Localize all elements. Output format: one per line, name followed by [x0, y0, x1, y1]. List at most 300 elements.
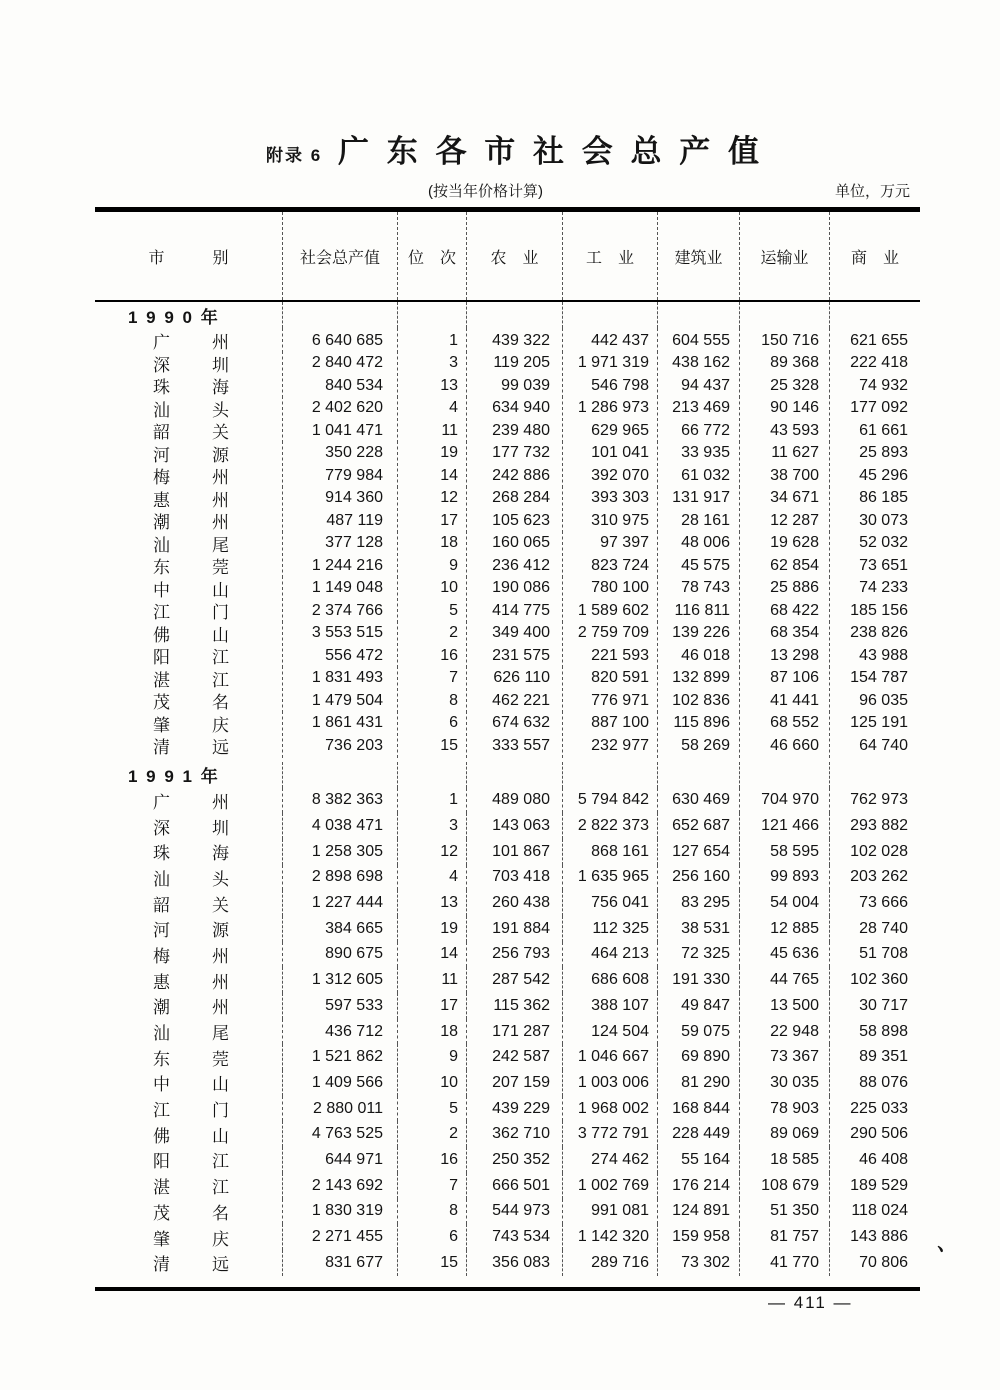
cell-city [95, 1121, 283, 1147]
table-row [95, 839, 920, 865]
cell-industry: 289 716 [563, 1250, 658, 1276]
cell-agriculture: 231 575 [467, 643, 563, 668]
city-name: 潮州 [153, 513, 229, 532]
column-header-total: 社会总产值 [283, 212, 398, 300]
cell-transport: 25 886 [740, 576, 830, 601]
empty-cell [283, 302, 398, 328]
cell-transport: 45 636 [740, 942, 830, 968]
statistics-table [95, 207, 920, 1291]
cell-industry: 1 971 319 [563, 351, 658, 376]
cell-city [95, 711, 283, 736]
cell-commerce: 621 655 [850, 331, 908, 349]
cell-industry: 5 794 842 [563, 788, 658, 814]
cell-agriculture: 674 632 [467, 711, 563, 736]
city-name: 清远 [153, 738, 229, 757]
cell-total: 2 143 692 [283, 1173, 398, 1199]
cell-industry: 112 325 [563, 916, 658, 942]
cell-commerce: 185 156 [850, 601, 908, 619]
cell-city [95, 813, 283, 839]
cell-agriculture: 171 287 [467, 1019, 563, 1045]
city-name: 韶关 [153, 423, 229, 442]
stray-ink-mark: 、 [936, 1232, 960, 1258]
table-header-row [95, 212, 920, 302]
cell-agriculture: 160 065 [467, 531, 563, 556]
cell-commerce: 290 506 [850, 1125, 908, 1143]
cell-total: 914 360 [283, 486, 398, 511]
table-row [95, 1224, 920, 1250]
cell-agriculture: 115 362 [467, 993, 563, 1019]
cell-construction: 115 896 [658, 711, 740, 736]
cell-transport: 99 893 [740, 865, 830, 891]
cell-agriculture: 239 480 [467, 418, 563, 443]
city-name: 中山 [153, 580, 229, 600]
cell-commerce: 52 032 [859, 534, 908, 551]
cell-industry: 1 142 320 [563, 1224, 658, 1250]
cell-transport: 704 970 [740, 788, 830, 814]
table-row [95, 813, 920, 839]
cell-construction: 38 531 [658, 916, 740, 942]
cell-commerce: 25 893 [859, 444, 908, 461]
cell-city [95, 688, 283, 713]
cell-agriculture: 626 110 [467, 666, 563, 691]
cell-commerce: 43 988 [859, 646, 908, 664]
cell-total: 8 382 363 [283, 788, 398, 814]
cell-industry: 124 504 [563, 1019, 658, 1045]
cell-commerce: 70 806 [859, 1253, 908, 1271]
cell-construction: 33 935 [658, 441, 740, 466]
table-row [95, 1019, 920, 1045]
year-row [95, 762, 920, 788]
cell-industry: 820 591 [563, 666, 658, 691]
cell-rank: 2 [398, 621, 467, 646]
cell-city [95, 463, 283, 488]
cell-construction: 28 161 [658, 508, 740, 533]
city-name: 潮州 [153, 998, 229, 1018]
cell-city [95, 1173, 283, 1199]
cell-commerce: 96 035 [859, 691, 908, 709]
cell-rank: 5 [398, 598, 467, 623]
cell-transport: 54 004 [740, 890, 830, 916]
cell-city [95, 1250, 283, 1276]
cell-construction: 61 032 [658, 463, 740, 488]
cell-city [95, 1070, 283, 1096]
empty-cell [467, 762, 563, 788]
cell-transport: 12 885 [740, 916, 830, 942]
cell-city [95, 351, 283, 376]
table-row [95, 531, 920, 554]
city-name: 佛山 [153, 1126, 229, 1146]
table-row [95, 351, 920, 374]
cell-construction: 66 772 [658, 418, 740, 443]
cell-city [95, 598, 283, 623]
cell-rank: 7 [398, 1173, 467, 1199]
cell-city [95, 1096, 283, 1122]
cell-industry: 393 303 [563, 486, 658, 511]
cell-agriculture: 356 083 [467, 1250, 563, 1276]
cell-commerce: 58 898 [859, 1022, 908, 1040]
table-row [95, 865, 920, 891]
empty-cell [830, 762, 920, 788]
cell-transport: 108 679 [740, 1173, 830, 1199]
cell-total: 840 534 [283, 373, 398, 398]
cell-construction: 46 018 [658, 643, 740, 668]
cell-transport: 89 368 [740, 351, 830, 376]
cell-city [95, 839, 283, 865]
cell-construction: 630 469 [658, 788, 740, 814]
cell-agriculture: 99 039 [467, 373, 563, 398]
cell-rank: 9 [398, 1044, 467, 1070]
empty-cell [283, 762, 398, 788]
cell-construction: 132 899 [658, 666, 740, 691]
cell-agriculture: 250 352 [467, 1147, 563, 1173]
cell-agriculture: 414 775 [467, 598, 563, 623]
cell-construction: 78 743 [658, 576, 740, 601]
cell-construction: 256 160 [658, 865, 740, 891]
city-name: 江门 [153, 603, 229, 622]
cell-city [95, 1224, 283, 1250]
cell-construction: 48 006 [658, 531, 740, 556]
table-row [95, 1147, 920, 1173]
cell-industry: 442 437 [563, 328, 658, 353]
empty-cell [398, 302, 467, 328]
cell-construction: 191 330 [658, 967, 740, 993]
cell-commerce: 89 351 [859, 1048, 908, 1066]
table-row [95, 328, 920, 351]
cell-total: 2 880 011 [283, 1096, 398, 1122]
table-row [95, 396, 920, 419]
cell-transport: 43 593 [740, 418, 830, 443]
cell-rank: 2 [398, 1121, 467, 1147]
cell-city [95, 418, 283, 443]
column-header-commerce: 商 业 [850, 249, 899, 267]
table-row [95, 576, 920, 599]
cell-city [95, 576, 283, 601]
cell-construction: 58 269 [658, 733, 740, 758]
cell-rank: 3 [398, 351, 467, 376]
cell-industry: 780 100 [563, 576, 658, 601]
cell-rank: 12 [398, 486, 467, 511]
cell-commerce: 86 185 [859, 489, 908, 506]
cell-rank: 18 [398, 531, 467, 556]
table-row [95, 967, 920, 993]
table-row [95, 788, 920, 814]
cell-industry: 388 107 [563, 993, 658, 1019]
cell-rank: 13 [398, 890, 467, 916]
city-name: 广州 [153, 792, 229, 812]
cell-commerce: 88 076 [859, 1073, 908, 1091]
cell-transport: 73 367 [740, 1044, 830, 1070]
cell-transport: 41 441 [740, 688, 830, 713]
cell-total: 779 984 [283, 463, 398, 488]
cell-commerce: 102 028 [850, 842, 908, 860]
page-number: — 411 — [768, 1293, 853, 1312]
table-row [95, 486, 920, 509]
year-row [95, 302, 920, 328]
cell-agriculture: 666 501 [467, 1173, 563, 1199]
table-row [95, 1121, 920, 1147]
cell-construction: 49 847 [658, 993, 740, 1019]
empty-cell [830, 302, 920, 328]
cell-rank: 8 [398, 688, 467, 713]
cell-total: 1 861 431 [283, 711, 398, 736]
cell-construction: 69 890 [658, 1044, 740, 1070]
cell-total: 556 472 [283, 643, 398, 668]
table-body [95, 302, 920, 1287]
cell-rank: 19 [398, 441, 467, 466]
cell-rank: 3 [398, 813, 467, 839]
cell-commerce: 102 360 [850, 971, 908, 989]
city-name: 阳江 [153, 648, 229, 667]
cell-construction: 102 836 [658, 688, 740, 713]
cell-commerce: 125 191 [850, 714, 908, 731]
table-row [95, 1070, 920, 1096]
cell-rank: 17 [398, 508, 467, 533]
cell-industry: 686 608 [563, 967, 658, 993]
city-name: 韶关 [153, 895, 229, 915]
column-header-city: 市 别 [95, 212, 283, 300]
cell-transport: 30 035 [740, 1070, 830, 1096]
cell-construction: 213 469 [658, 396, 740, 421]
cell-agriculture: 242 886 [467, 463, 563, 488]
city-name: 广州 [153, 333, 229, 352]
cell-total: 436 712 [283, 1019, 398, 1045]
price-basis-note: (按当年价格计算) [428, 183, 543, 200]
cell-total: 487 119 [283, 508, 398, 533]
cell-construction: 159 958 [658, 1224, 740, 1250]
cell-industry: 823 724 [563, 553, 658, 578]
cell-rank: 6 [398, 711, 467, 736]
empty-cell [563, 302, 658, 328]
cell-agriculture: 703 418 [467, 865, 563, 891]
cell-transport: 34 671 [740, 486, 830, 511]
cell-construction: 81 290 [658, 1070, 740, 1096]
cell-rank: 16 [398, 643, 467, 668]
cell-transport: 150 716 [740, 328, 830, 353]
cell-city [95, 373, 283, 398]
city-name: 汕头 [153, 400, 229, 420]
city-name: 惠州 [153, 490, 229, 510]
city-name: 湛江 [153, 1178, 229, 1198]
cell-industry: 221 593 [563, 643, 658, 668]
cell-industry: 1 286 973 [563, 396, 658, 421]
cell-rank: 12 [398, 839, 467, 865]
cell-industry: 1 635 965 [563, 865, 658, 891]
cell-transport: 18 585 [740, 1147, 830, 1173]
cell-total: 1 830 319 [283, 1199, 398, 1225]
cell-transport: 11 627 [740, 441, 830, 466]
column-header-rank: 位 次 [398, 212, 467, 300]
cell-city [95, 916, 283, 942]
cell-agriculture: 101 867 [467, 839, 563, 865]
table-row [95, 916, 920, 942]
cell-rank: 11 [398, 418, 467, 443]
empty-cell [563, 762, 658, 788]
city-name: 深圳 [153, 355, 229, 375]
cell-agriculture: 105 623 [467, 508, 563, 533]
cell-transport: 68 354 [740, 621, 830, 646]
cell-commerce: 118 024 [851, 1202, 908, 1220]
cell-total: 1 149 048 [283, 576, 398, 601]
cell-construction: 116 811 [658, 598, 740, 623]
city-name: 江门 [153, 1101, 229, 1121]
cell-city [95, 865, 283, 891]
empty-cell [658, 302, 740, 328]
cell-city [95, 788, 283, 814]
cell-rank: 5 [398, 1096, 467, 1122]
cell-transport: 68 552 [740, 711, 830, 736]
cell-construction: 59 075 [658, 1019, 740, 1045]
cell-city [95, 531, 283, 556]
cell-commerce: 74 932 [859, 376, 908, 394]
cell-agriculture: 287 542 [467, 967, 563, 993]
cell-rank: 1 [398, 328, 467, 353]
cell-total: 1 244 216 [283, 553, 398, 578]
cell-rank: 13 [398, 373, 467, 398]
cell-total: 1 831 493 [283, 666, 398, 691]
table-row [95, 993, 920, 1019]
city-name: 佛山 [153, 625, 229, 645]
table-row [95, 598, 920, 621]
cell-total: 890 675 [283, 942, 398, 968]
table-row [95, 1250, 920, 1276]
cell-agriculture: 439 229 [467, 1096, 563, 1122]
cell-rank: 16 [398, 1147, 467, 1173]
cell-city [95, 1147, 283, 1173]
cell-construction: 176 214 [658, 1173, 740, 1199]
table-row [95, 1173, 920, 1199]
cell-commerce: 30 717 [859, 996, 908, 1014]
cell-industry: 2 822 373 [563, 813, 658, 839]
city-name: 河源 [153, 921, 229, 941]
cell-transport: 90 146 [740, 396, 830, 421]
cell-industry: 1 968 002 [563, 1096, 658, 1122]
cell-industry: 3 772 791 [563, 1121, 658, 1147]
empty-cell [740, 302, 830, 328]
cell-city [95, 1019, 283, 1045]
cell-total: 2 374 766 [283, 598, 398, 623]
cell-industry: 101 041 [563, 441, 658, 466]
city-name: 汕尾 [153, 1024, 229, 1044]
table-row [95, 508, 920, 531]
city-name: 珠海 [153, 378, 229, 397]
cell-commerce: 177 092 [850, 399, 908, 416]
cell-transport: 68 422 [740, 598, 830, 623]
cell-total: 377 128 [283, 531, 398, 556]
cell-agriculture: 242 587 [467, 1044, 563, 1070]
cell-transport: 19 628 [740, 531, 830, 556]
cell-total: 831 677 [283, 1250, 398, 1276]
cell-rank: 7 [398, 666, 467, 691]
cell-city [95, 553, 283, 578]
column-header-construction: 建筑业 [658, 212, 740, 300]
table-row [95, 733, 920, 756]
cell-rank: 15 [398, 1250, 467, 1276]
cell-commerce: 143 886 [850, 1228, 908, 1246]
cell-agriculture: 260 438 [467, 890, 563, 916]
cell-rank: 9 [398, 553, 467, 578]
cell-rank: 8 [398, 1199, 467, 1225]
cell-commerce: 73 666 [859, 894, 908, 912]
cell-total: 384 665 [283, 916, 398, 942]
page-title: 广 东 各 市 社 会 总 产 值 [338, 134, 764, 169]
cell-industry: 776 971 [563, 688, 658, 713]
cell-transport: 38 700 [740, 463, 830, 488]
cell-transport: 41 770 [740, 1250, 830, 1276]
cell-agriculture: 143 063 [467, 813, 563, 839]
cell-rank: 10 [398, 1070, 467, 1096]
cell-industry: 392 070 [563, 463, 658, 488]
city-name: 梅州 [153, 946, 229, 966]
city-name: 深圳 [153, 818, 229, 838]
cell-agriculture: 349 400 [467, 621, 563, 646]
cell-transport: 13 500 [740, 993, 830, 1019]
table-row [95, 1096, 920, 1122]
cell-commerce: 61 661 [859, 421, 908, 439]
cell-rank: 4 [398, 865, 467, 891]
cell-transport: 58 595 [740, 839, 830, 865]
table-row [95, 1044, 920, 1070]
cell-city [95, 942, 283, 968]
cell-commerce: 28 740 [859, 919, 908, 937]
cell-commerce: 46 408 [859, 1150, 908, 1168]
cell-city [95, 890, 283, 916]
cell-total: 644 971 [283, 1147, 398, 1173]
table-number-label: 附录 6 [266, 146, 323, 165]
city-name: 肇庆 [153, 1229, 229, 1249]
cell-construction: 131 917 [658, 486, 740, 511]
cell-construction: 55 164 [658, 1147, 740, 1173]
cell-construction: 438 162 [658, 351, 740, 376]
column-header-industry: 工 业 [563, 212, 658, 300]
cell-agriculture: 333 557 [467, 733, 563, 758]
cell-construction: 83 295 [658, 890, 740, 916]
cell-industry: 868 161 [563, 839, 658, 865]
cell-industry: 1 046 667 [563, 1044, 658, 1070]
cell-transport: 12 287 [740, 508, 830, 533]
cell-construction: 94 437 [658, 373, 740, 398]
cell-construction: 604 555 [658, 328, 740, 353]
cell-rank: 6 [398, 1224, 467, 1250]
cell-agriculture: 634 940 [467, 396, 563, 421]
cell-city [95, 621, 283, 646]
city-name: 东莞 [153, 1049, 229, 1069]
cell-city [95, 396, 283, 421]
cell-transport: 44 765 [740, 967, 830, 993]
cell-transport: 46 660 [740, 733, 830, 758]
city-name: 茂名 [153, 1203, 229, 1223]
table-row [95, 688, 920, 711]
city-name: 湛江 [153, 670, 229, 690]
table-row [95, 441, 920, 464]
cell-city [95, 328, 283, 353]
unit-note: 单位，万元 [834, 183, 910, 200]
table-row [95, 711, 920, 734]
cell-agriculture: 489 080 [467, 788, 563, 814]
cell-total: 1 521 862 [283, 1044, 398, 1070]
empty-cell [467, 302, 563, 328]
cell-industry: 991 081 [563, 1199, 658, 1225]
cell-agriculture: 439 322 [467, 328, 563, 353]
cell-city [95, 1044, 283, 1070]
empty-cell [398, 762, 467, 788]
city-name: 惠州 [153, 972, 229, 992]
cell-city [95, 508, 283, 533]
city-name: 汕头 [153, 869, 229, 889]
cell-industry: 2 759 709 [563, 621, 658, 646]
cell-total: 3 553 515 [283, 621, 398, 646]
cell-transport: 87 106 [740, 666, 830, 691]
cell-agriculture: 743 534 [467, 1224, 563, 1250]
